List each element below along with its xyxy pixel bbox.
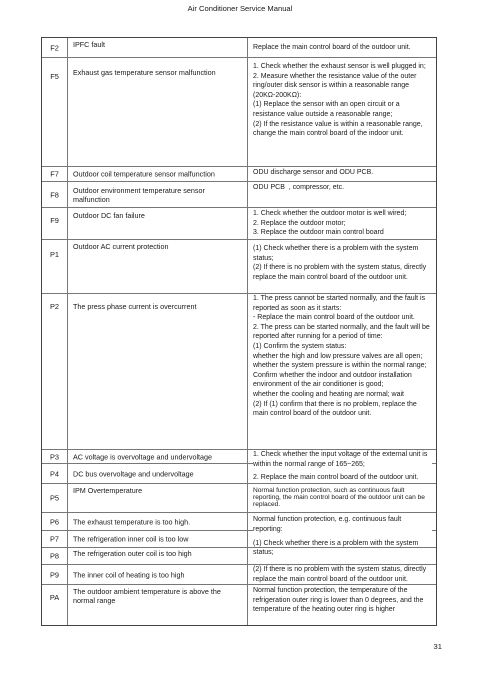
fault-code: F2 xyxy=(50,43,59,52)
fault-description: Outdoor coil temperature sensor malfunction xyxy=(73,169,215,179)
solution-line: ODU discharge sensor and ODU PCB. xyxy=(253,169,374,176)
fault-code: F8 xyxy=(50,190,59,199)
table-row xyxy=(42,58,436,167)
fault-code: F5 xyxy=(50,72,59,81)
fault-description: IPM Overtemperature xyxy=(73,486,143,495)
solution-line: 1. Check whether the input voltage of the external unit is within the normal range of 165~265; xyxy=(253,451,428,468)
table-row xyxy=(42,294,436,450)
fault-code: P2 xyxy=(49,302,60,311)
solution-line: (2) If there is no problem with the system status, directly replace the main control board of the outdoor unit. xyxy=(253,566,427,583)
fault-description: AC voltage is overvoltage and undervoltage xyxy=(73,451,213,461)
table-row xyxy=(42,565,436,585)
solution-line: (1) Check whether there is a problem with the system status; xyxy=(253,245,419,262)
solution-line: (2) If there is no problem with the system status, directly replace the main control board of the outdoor unit. xyxy=(253,264,427,281)
fault-description: Outdoor DC fan failure xyxy=(73,211,145,220)
fault-code: P9 xyxy=(49,570,60,579)
page-number: 31 xyxy=(433,642,442,651)
fault-description: The outdoor ambient temperature is above the normal range xyxy=(73,587,221,606)
solution-line: 2. Measure whether the resistance value of the outer ring/outer disk sensor is within a reasonable range (20KΩ-200KΩ): xyxy=(253,72,417,99)
solution-line: Confirm whether the indoor and outdoor installation environment of the air conditioner is good; xyxy=(253,371,412,389)
solution-line: whether the cooling and heating are normal; wait xyxy=(253,390,404,398)
fault-code: P8 xyxy=(49,551,60,561)
fault-code-table xyxy=(41,37,437,626)
solution-line: Normal function protection, e.g. continuous fault reporting: xyxy=(253,516,402,533)
fault-description: The exhaust temperature is too high. xyxy=(73,516,191,526)
fault-description: IPFC fault xyxy=(73,40,105,49)
solution-line: 1. The press cannot be started normally, and the fault is reported as soon as it starts: xyxy=(253,295,426,312)
solution-line: 2. Replace the outdoor motor; xyxy=(253,219,346,227)
fault-description: DC bus overvoltage and undervoltage xyxy=(73,468,194,478)
table-row xyxy=(42,240,436,294)
solution-line: 1. Check whether the outdoor motor is well wired; xyxy=(253,210,407,217)
fault-description: Outdoor environment temperature sensor malfunction xyxy=(73,186,205,205)
fault-code: P1 xyxy=(49,250,60,259)
solution-line: 2. The press can be started normally, and the fault will be reported after running for a period of time: xyxy=(253,323,430,341)
fault-description: Exhaust gas temperature sensor malfunction xyxy=(73,68,216,77)
table-row xyxy=(42,450,436,468)
fault-code: P6 xyxy=(49,517,60,526)
solution-line: (2) If the resistance value is within a reasonable range, change the main control board of the indoor unit. xyxy=(253,120,423,138)
page-header: Air Conditioner Service Manual xyxy=(187,4,293,13)
fault-code: F7 xyxy=(50,169,59,179)
table-row xyxy=(42,208,436,240)
solution-line: (1) Replace the sensor with an open circuit or a resistance value outside a reasonable range; xyxy=(253,101,400,118)
solution-line: ODU PCB , compressor, etc. xyxy=(253,184,345,191)
solution-line: (1) Check whether there is a problem with the system xyxy=(253,540,419,547)
solution-line: - Replace the main control board of the outdoor unit. xyxy=(253,314,415,322)
solution-line: Normal function protection, such as continuous fault reporting, the main control board of the outdoor unit can be replaced. xyxy=(253,487,425,509)
fault-description: The press phase current is overcurrent xyxy=(73,302,197,311)
solution-line: 2. Replace the main control board of the outdoor unit. xyxy=(253,474,419,481)
table-row xyxy=(42,513,436,531)
fault-code: F9 xyxy=(50,216,59,225)
table-row xyxy=(42,167,436,182)
fault-description: The refrigeration outer coil is too high xyxy=(73,549,192,558)
table-row xyxy=(42,484,436,513)
solution-line: Normal function protection, the temperature of the refrigeration outer ring is lower than 0 degrees, and the temperature of the heating outer ring is higher xyxy=(253,587,424,614)
fault-code: P3 xyxy=(49,452,60,461)
solution-line: status; xyxy=(253,549,274,556)
solution-line: whether the high and low pressure valves are all open; xyxy=(253,352,423,360)
fault-description: The refrigeration inner coil is too low xyxy=(73,534,189,544)
solution-line: Replace the main control board of the outdoor unit. xyxy=(253,44,411,51)
solution-line: (2) If (1) confirm that there is no problem, replace the main control board of the outdoor unit. xyxy=(253,400,417,418)
fault-code: P5 xyxy=(49,493,60,503)
solution-line: whether the system pressure is within the normal range; xyxy=(253,362,427,370)
fault-description: Outdoor AC current protection xyxy=(73,242,169,251)
solution-line: 1. Check whether the exhaust sensor is well plugged in; xyxy=(253,63,426,70)
table-row xyxy=(42,548,436,565)
solution-line: (1) Confirm the system status: xyxy=(253,342,347,350)
fault-code: P4 xyxy=(49,469,60,478)
table-row xyxy=(42,182,436,208)
fault-description: The inner coil of heating is too high xyxy=(73,569,185,579)
fault-code: PA xyxy=(49,593,60,602)
solution-line: 3. Replace the outdoor main control board xyxy=(253,229,384,237)
table-row xyxy=(42,585,436,625)
table-row xyxy=(42,38,436,58)
fault-code: P7 xyxy=(49,534,60,544)
